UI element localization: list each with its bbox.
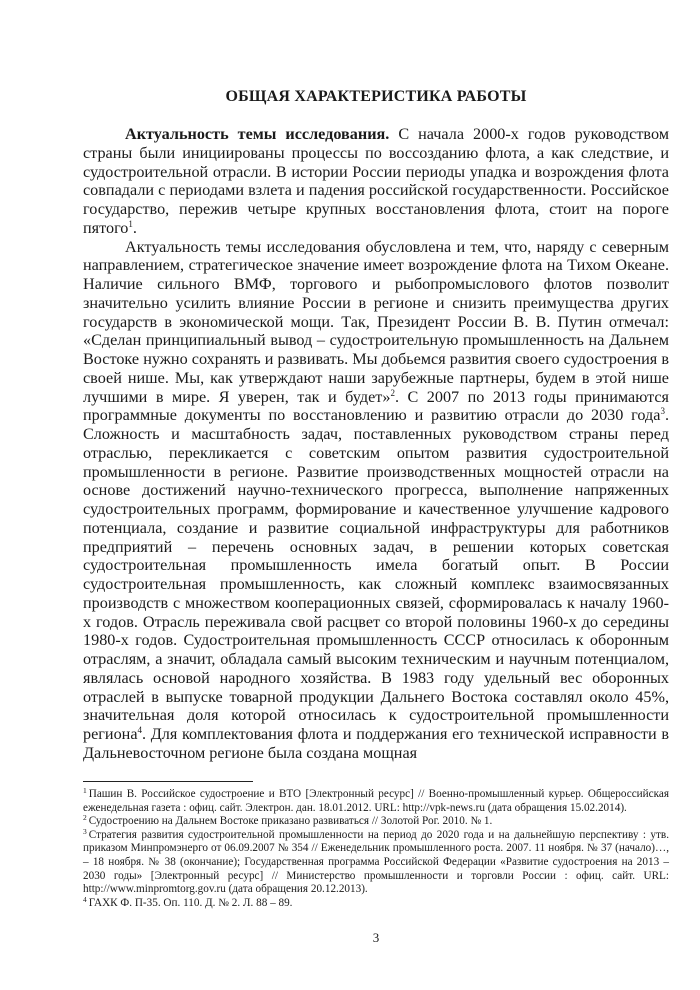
paragraph-text: С начала 2000-х годов руководством страны были инициированы процессы по воссозданию флота, а как следствие, и судостроительной отрасли. В истории России периоды упадка и возрождения флота совпадали с периодами взлета и падения российской государственности. Российское государство, пережив четыре крупных восстановления флота, стоит на пороге пятого: [83, 125, 669, 237]
footnote-text: Пашин В. Российское судостроение и ВТО [Электронный ресурс] // Военно-промышленный курьер. Общероссийская еженедельная газета : офиц. сайт. Электрон. дан. 18.01.2012. URL: http://vpk-news.ru (дата обращения 15.02.2014).: [83, 788, 669, 814]
footnote-number: 1: [83, 786, 87, 795]
footnote: [83, 826, 669, 897]
footnote: [83, 894, 669, 911]
footnote-separator: [83, 781, 253, 782]
footnotes: [83, 788, 669, 910]
footnote-number: 3: [83, 826, 87, 836]
footnote-ref[interactable]: 2: [390, 387, 395, 398]
paragraph: [83, 125, 669, 238]
paragraph-text: . Сложность и масштабность задач, поставленных руководством страны перед отраслью, перекликается с советским опытом развития судостроительной промышленности в регионе. Развитие производственных мощностей отрасли на основе достижений научно-технического прогресса, выполнение напряженных судостроительных программ, формирование и качественное улучшение кадрового потенциала, создание и развитие социальной инфраструктуры для работников предприятий – перечень основных задач, в решении которых советская судостроительная промышленность имела богатый опыт. В России судостроительная промышленность, как сложный комплекс взаимосвязанных производств с множеством кооперационных связей, сформировалась к началу 1960-х годов. Отрасль переживала свой расцвет со второй половины 1960-х до середины 1980-х годов. Судостроительная промышленность СССР относилась к оборонным отраслям, а значит, обладала самый высоким техническим и научным потенциалом, являлась основой народного хозяйства. В 1983 году удельный вес оборонных отраслей в выпуске товарной продукции Дальнего Востока составлял около 45%, значительная доля которой относилась к судостроительной промышленности региона: [83, 406, 669, 743]
paragraph-text: . С 2007 по 2013 годы принимаются программные документы по восстановлению и развитию отрасли до 2030 года: [83, 387, 669, 425]
footnote-text: Судостроению на Дальнем Востоке приказано развиваться // Золотой Рог. 2010. № 1.: [88, 815, 493, 828]
footnote-text: ГАХК Ф. П-35. Оп. 110. Д. № 2. Л. 88 – 89.: [88, 896, 293, 909]
footnote-ref[interactable]: 4: [137, 725, 143, 735]
page-number: 3: [372, 930, 380, 945]
footnote-number: 4: [83, 894, 87, 904]
footnote-text: Стратегия развития судостроительной промышленности на период до 2020 года и на дальнейшую перспективу : утв. приказом Минпромэнерго от 06.09.2007 № 354 // Еженедельник промышленного роста. 2007. 11 ноября. № 37 (начало)…, – 18 ноября. № 38 (окончание); Государственная программа Российской Федерации «Развитие судостроения на 2013 – 2030 годы» [Электронный ресурс] // Министерство промышленности и торговли России : офиц. сайт. URL: http://www.minpromtorg.gov.ru (дата обращения 20.12.2013).: [83, 828, 669, 896]
footnote-number: 2: [83, 813, 87, 823]
footnote-ref[interactable]: 1: [128, 218, 133, 229]
footnote: [83, 815, 669, 829]
footnote-ref[interactable]: 3: [660, 406, 665, 417]
paragraph-text: .: [132, 218, 137, 237]
paragraph-lead: Актуальность темы исследования.: [125, 125, 390, 143]
footnote: [83, 788, 669, 815]
paragraph-text: Актуальность темы исследования обусловлена и тем, что, наряду с северным направлением, стратегическое значение имеет возрождение флота на Тихом Океане. Наличие сильного ВМФ, торгового и рыбопромыслового флотов позволит значительно усилить влияние России в регионе и снизить преимущества других государств в экономической мощи. Так, Президент России В. В. Путин отмечал: «Сделан принципиальный вывод – судостроительную промышленность на Дальнем Востоке нужно сохранять и развивать. Мы добьемся развития своего судостроения в своей нише. Мы, как утверждают наши зарубежные партнеры, будем в этой нише лучшими в мире. Я уверен, так и будет»: [83, 237, 669, 406]
section-title: ОБЩАЯ ХАРАКТЕРИСТИКА РАБОТЫ: [225, 88, 527, 105]
paragraph: [83, 238, 669, 763]
body-text: [83, 125, 669, 763]
paragraph-text: . Для комплектования флота и поддержания его технической исправности в Дальневосточном регионе была создана мощная: [83, 725, 669, 762]
